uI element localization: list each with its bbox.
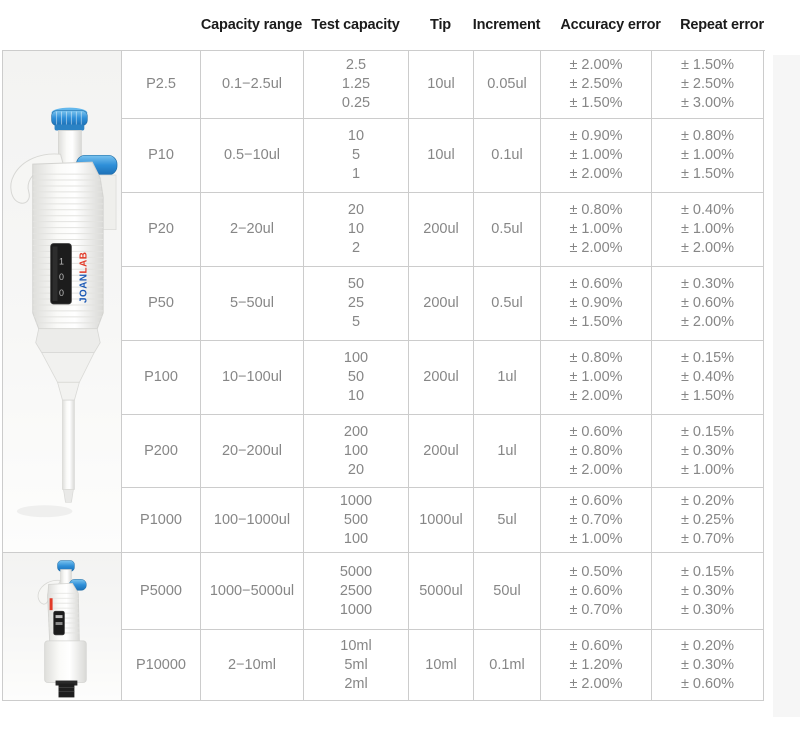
cell-value: 0.5ul bbox=[491, 295, 523, 311]
cell-value: 10−100ul bbox=[221, 369, 283, 385]
cell-tip bbox=[409, 341, 474, 415]
pipette-small-cell bbox=[3, 553, 122, 701]
cell-repeat-error bbox=[652, 119, 764, 193]
pipette-shaft bbox=[62, 400, 74, 489]
cell-increment bbox=[474, 415, 541, 488]
cell-line: ± 0.70% bbox=[569, 511, 623, 528]
header-spacer-model bbox=[121, 0, 200, 50]
cell-capacity-range bbox=[201, 51, 304, 119]
cell-model bbox=[122, 630, 201, 701]
cell-line: ± 1.20% bbox=[569, 656, 623, 673]
cell-line: ± 1.00% bbox=[680, 147, 735, 163]
cell-increment bbox=[474, 267, 541, 341]
header-repeat-error: Repeat error bbox=[680, 17, 764, 33]
cell-value: P10 bbox=[148, 147, 174, 163]
cell-line: 200 bbox=[343, 423, 369, 440]
cell-accuracy-error bbox=[541, 630, 652, 701]
cell-value: 200ul bbox=[423, 221, 459, 237]
cell-increment bbox=[474, 341, 541, 415]
cell-value: 5000ul bbox=[419, 582, 463, 599]
cell-model bbox=[122, 193, 201, 267]
display-digit: 0 bbox=[59, 272, 64, 283]
cell-repeat-error bbox=[652, 193, 764, 267]
cell-value: 10ul bbox=[427, 76, 455, 92]
cell-value: P20 bbox=[148, 221, 174, 237]
cell-line: ± 0.30% bbox=[680, 442, 735, 459]
cell-model bbox=[122, 51, 201, 119]
cell-model bbox=[122, 553, 201, 630]
cell-value: 1ul bbox=[497, 442, 517, 459]
cell-model bbox=[122, 488, 201, 553]
cell-capacity-range bbox=[201, 553, 304, 630]
cell-line: ± 2.00% bbox=[569, 240, 623, 256]
display-digit: 1 bbox=[59, 256, 64, 267]
cell-line: 50 bbox=[347, 369, 365, 385]
cell-line: ± 0.30% bbox=[680, 276, 735, 292]
cell-tip bbox=[409, 415, 474, 488]
cell-line: ± 0.30% bbox=[680, 582, 735, 599]
header-accuracy-error: Accuracy error bbox=[560, 17, 661, 33]
cell-line: ± 0.20% bbox=[680, 637, 735, 654]
cell-tip bbox=[409, 193, 474, 267]
cell-value: 0.1−2.5ul bbox=[221, 76, 283, 92]
cell-capacity-range bbox=[201, 630, 304, 701]
cell-value: P5000 bbox=[140, 582, 182, 599]
cell-line: ± 2.00% bbox=[569, 166, 623, 182]
cell-tip bbox=[409, 553, 474, 630]
cell-line: ± 0.60% bbox=[680, 295, 735, 311]
cell-increment bbox=[474, 488, 541, 553]
cell-increment bbox=[474, 553, 541, 630]
cell-value: 0.1ul bbox=[491, 147, 523, 163]
collar bbox=[36, 329, 100, 353]
cell-test-capacity bbox=[304, 51, 409, 119]
cell-value: 0.5ul bbox=[491, 221, 523, 237]
cell-line: ± 0.40% bbox=[680, 369, 735, 385]
cell-value: 10ul bbox=[427, 147, 455, 163]
header-increment: Increment bbox=[472, 17, 541, 33]
cell-value: 0.5−10ul bbox=[223, 147, 281, 163]
cell-value: P50 bbox=[148, 295, 174, 311]
cell-line: ± 3.00% bbox=[680, 95, 735, 111]
cell-increment bbox=[474, 630, 541, 701]
cell-line: ± 0.50% bbox=[569, 563, 623, 580]
cell-repeat-error bbox=[652, 267, 764, 341]
cell-line: ± 0.20% bbox=[680, 492, 735, 509]
brand-logo bbox=[78, 252, 89, 303]
cell-line: 2.5 bbox=[345, 57, 367, 73]
cell-line: ± 0.30% bbox=[680, 656, 735, 673]
cell-repeat-error bbox=[652, 488, 764, 553]
cell-line: ± 0.60% bbox=[569, 637, 623, 654]
cell-line: ± 0.40% bbox=[680, 202, 735, 218]
cell-tip bbox=[409, 630, 474, 701]
cell-line: 5 bbox=[351, 147, 361, 163]
cell-value: 1000−5000ul bbox=[209, 582, 295, 599]
cell-line: 1000 bbox=[339, 492, 373, 509]
cell-line: ± 1.50% bbox=[569, 314, 623, 330]
cell-test-capacity bbox=[304, 119, 409, 193]
cell-accuracy-error bbox=[541, 341, 652, 415]
cell-line: ± 0.60% bbox=[569, 492, 623, 509]
cell-line: 1000 bbox=[339, 601, 373, 618]
cell-model bbox=[122, 415, 201, 488]
cell-repeat-error bbox=[652, 415, 764, 488]
cell-line: 50 bbox=[347, 276, 365, 292]
cell-value: 200ul bbox=[423, 369, 459, 385]
cell-line: ± 2.50% bbox=[680, 76, 735, 92]
cell-repeat-error bbox=[652, 553, 764, 630]
cell-line: ± 0.60% bbox=[569, 276, 623, 292]
cell-value: P1000 bbox=[140, 511, 182, 528]
cell-line: ± 0.80% bbox=[569, 350, 623, 366]
cell-accuracy-error bbox=[541, 51, 652, 119]
cell-line: ± 0.80% bbox=[680, 128, 735, 144]
header-capacity-range: Capacity range bbox=[200, 17, 303, 33]
cell-line: ± 1.00% bbox=[569, 530, 623, 547]
cell-line: 5000 bbox=[339, 563, 373, 580]
cell-line: ± 0.70% bbox=[680, 530, 735, 547]
cell-test-capacity bbox=[304, 193, 409, 267]
cell-line: 10 bbox=[347, 221, 365, 237]
pipette-large-image bbox=[3, 51, 121, 553]
pipette-shadow bbox=[17, 505, 73, 517]
pipette-large-cell bbox=[3, 51, 122, 553]
cell-line: 5 bbox=[351, 314, 361, 330]
cell-line: ± 0.80% bbox=[569, 202, 623, 218]
cell-value: 1ul bbox=[497, 369, 517, 385]
cell-line: ± 1.00% bbox=[569, 147, 623, 163]
cell-repeat-error bbox=[652, 341, 764, 415]
header-tip: Tip bbox=[430, 17, 451, 33]
cell-repeat-error bbox=[652, 630, 764, 701]
cell-test-capacity bbox=[304, 553, 409, 630]
cell-accuracy-error bbox=[541, 488, 652, 553]
cell-value: 50ul bbox=[493, 582, 521, 599]
cell-line: ± 0.70% bbox=[569, 601, 623, 618]
cell-line: ± 1.50% bbox=[680, 166, 735, 182]
cell-test-capacity bbox=[304, 488, 409, 553]
cell-line: ± 1.50% bbox=[569, 95, 623, 111]
cell-line: ± 0.90% bbox=[569, 128, 623, 144]
cell-value: 1000ul bbox=[419, 511, 463, 528]
cell-test-capacity bbox=[304, 415, 409, 488]
cell-test-capacity bbox=[304, 630, 409, 701]
cell-capacity-range bbox=[201, 488, 304, 553]
cell-capacity-range bbox=[201, 341, 304, 415]
cell-value: 0.1ml bbox=[489, 656, 525, 673]
cell-value: 10ml bbox=[425, 656, 457, 673]
cell-value: 2−10ml bbox=[228, 656, 276, 673]
cell-line: 2 bbox=[351, 240, 361, 256]
cell-increment bbox=[474, 51, 541, 119]
cell-value: 5ul bbox=[497, 511, 517, 528]
cell-value: 2−20ul bbox=[230, 221, 274, 237]
cell-line: 100 bbox=[343, 442, 369, 459]
cell-capacity-range bbox=[201, 267, 304, 341]
cell-line: ± 1.00% bbox=[680, 221, 735, 237]
cell-test-capacity bbox=[304, 341, 409, 415]
cell-line: ± 2.00% bbox=[569, 675, 623, 692]
pipette-tip bbox=[63, 489, 73, 502]
cell-line: ± 0.60% bbox=[569, 423, 623, 440]
cell-line: ± 2.50% bbox=[569, 76, 623, 92]
cell-line: ± 0.80% bbox=[569, 442, 623, 459]
cell-line: 100 bbox=[343, 530, 369, 547]
cell-accuracy-error bbox=[541, 119, 652, 193]
cell-tip bbox=[409, 488, 474, 553]
table-header bbox=[2, 0, 763, 50]
cell-value: 100−1000ul bbox=[213, 511, 291, 528]
cell-line: ± 2.00% bbox=[569, 57, 623, 73]
cell-test-capacity bbox=[304, 267, 409, 341]
barrel bbox=[45, 641, 87, 683]
cell-line: ± 1.00% bbox=[569, 221, 623, 237]
cell-accuracy-error bbox=[541, 415, 652, 488]
spec-table bbox=[2, 50, 765, 701]
cell-value: P100 bbox=[144, 369, 178, 385]
cell-value: P2.5 bbox=[146, 76, 176, 92]
cell-line: ± 1.00% bbox=[569, 369, 623, 385]
cell-tip bbox=[409, 119, 474, 193]
cell-line: 0.25 bbox=[341, 95, 371, 111]
header-test-capacity: Test capacity bbox=[311, 17, 400, 33]
cell-line: ± 1.50% bbox=[680, 57, 735, 73]
cell-line: ± 0.25% bbox=[680, 511, 735, 528]
cell-capacity-range bbox=[201, 119, 304, 193]
cell-value: 200ul bbox=[423, 442, 459, 459]
cell-line: ± 0.15% bbox=[680, 563, 735, 580]
cell-value: 5−50ul bbox=[230, 295, 274, 311]
cell-line: ± 0.60% bbox=[569, 582, 623, 599]
cell-line: 25 bbox=[347, 295, 365, 311]
cell-tip bbox=[409, 267, 474, 341]
cell-line: 10ml bbox=[340, 637, 372, 654]
cell-line: ± 2.00% bbox=[680, 240, 735, 256]
cell-value: P200 bbox=[144, 442, 178, 459]
cell-line: 10 bbox=[347, 388, 365, 404]
cell-line: 100 bbox=[343, 350, 369, 366]
cell-value: 200ul bbox=[423, 295, 459, 311]
brand-mark bbox=[50, 598, 53, 610]
cell-capacity-range bbox=[201, 193, 304, 267]
cell-line: 5ml bbox=[344, 656, 368, 673]
cell-capacity-range bbox=[201, 415, 304, 488]
cell-value: 20−200ul bbox=[221, 442, 283, 459]
cell-line: 500 bbox=[343, 511, 369, 528]
cell-line: ± 0.90% bbox=[569, 295, 623, 311]
cell-line: ± 1.50% bbox=[680, 388, 735, 404]
cell-line: ± 0.60% bbox=[680, 675, 735, 692]
cell-line: ± 0.30% bbox=[680, 601, 735, 618]
display-digit: 0 bbox=[59, 288, 64, 299]
cell-line: 2ml bbox=[344, 675, 368, 692]
cell-line: ± 0.15% bbox=[680, 423, 735, 440]
cell-line: 1 bbox=[351, 166, 361, 182]
cell-line: 20 bbox=[347, 202, 365, 218]
cell-line: ± 1.00% bbox=[680, 461, 735, 478]
cell-accuracy-error bbox=[541, 553, 652, 630]
brand-lab: LAB bbox=[78, 251, 90, 274]
cell-line: 2500 bbox=[339, 582, 373, 599]
cell-line: 1.25 bbox=[341, 76, 371, 92]
cell-line: ± 0.15% bbox=[680, 350, 735, 366]
cell-tip bbox=[409, 51, 474, 119]
brand-joan: JOAN bbox=[78, 273, 90, 303]
cell-accuracy-error bbox=[541, 193, 652, 267]
cell-model bbox=[122, 267, 201, 341]
cell-accuracy-error bbox=[541, 267, 652, 341]
background-strip bbox=[773, 55, 800, 717]
pipette-small-image bbox=[3, 553, 121, 700]
cell-line: ± 2.00% bbox=[569, 388, 623, 404]
header-spacer-image bbox=[2, 0, 121, 50]
cell-value: P10000 bbox=[136, 656, 186, 673]
cell-model bbox=[122, 341, 201, 415]
cell-line: ± 2.00% bbox=[680, 314, 735, 330]
cell-line: 20 bbox=[347, 461, 365, 478]
cell-line: ± 2.00% bbox=[569, 461, 623, 478]
pipette-tip bbox=[59, 684, 75, 698]
cell-line: 10 bbox=[347, 128, 365, 144]
cell-model bbox=[122, 119, 201, 193]
cell-repeat-error bbox=[652, 51, 764, 119]
cell-increment bbox=[474, 119, 541, 193]
cell-value: 0.05ul bbox=[487, 76, 527, 92]
cell-increment bbox=[474, 193, 541, 267]
